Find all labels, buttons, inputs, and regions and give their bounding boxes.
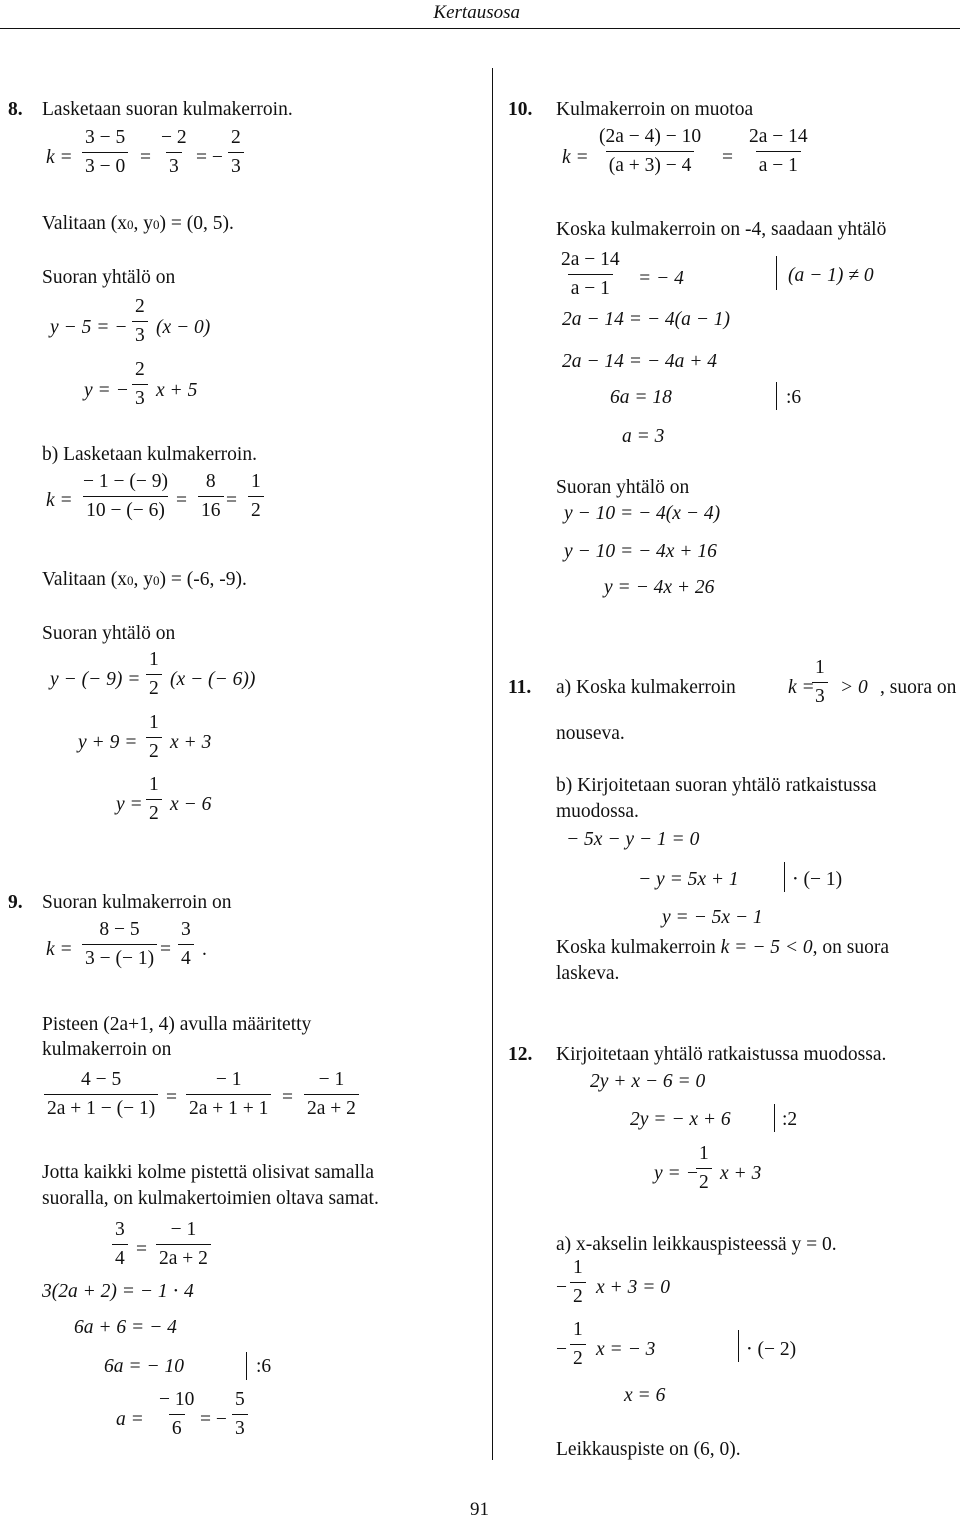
equals: =: [136, 1239, 147, 1260]
equation: y − (− 9) =: [50, 669, 141, 690]
equation: y = − 5x − 1: [662, 907, 763, 928]
problem-10-number: 10.: [508, 99, 533, 120]
operation-bar: [784, 862, 785, 892]
k-label: k =: [788, 677, 815, 698]
equation: y = − 4x + 26: [604, 577, 715, 598]
fraction: $\frac{3}{4}$: [112, 1220, 128, 1268]
equation: y − 10 = − 4(x − 4): [564, 503, 721, 524]
inequality: > 0: [840, 677, 868, 698]
equals: =: [176, 490, 187, 511]
page-header-title: Kertausosa: [433, 2, 520, 23]
k-label: k =: [46, 490, 73, 511]
operation-label: :2: [782, 1109, 798, 1130]
paragraph: kulmakerroin on: [42, 1039, 172, 1060]
problem-11-number: 11.: [508, 677, 532, 698]
fraction: $\frac{- 1}{2a + 1 + 1}$: [186, 1070, 271, 1118]
paragraph: suoralla, on kulmakertoimien oltava samat.: [42, 1188, 379, 1209]
part-b-intro: b) Lasketaan kulmakerroin.: [42, 444, 257, 465]
equation: x + 5: [156, 380, 198, 401]
fraction: $\frac{1}{2}$: [146, 713, 162, 761]
operation-label: ⋅ (− 1): [792, 869, 843, 890]
equation: x + 3 = 0: [596, 1277, 670, 1298]
equation: x − 6: [170, 794, 212, 815]
line-equation-title: Suoran yhtälö on: [42, 267, 176, 288]
operation-label: :6: [256, 1356, 272, 1377]
fraction: $\frac{1}{2}$: [146, 650, 162, 698]
fraction: $\frac{- 10}{6}$: [159, 1389, 195, 1439]
fraction: $\frac{1}{2}$: [570, 1258, 586, 1306]
operation-bar: [776, 256, 777, 290]
problem-10-intro: Kulmakerroin on muotoa: [556, 99, 754, 120]
choose-point-text: Valitaan (x0, y0) = (-6, -9).: [42, 569, 247, 590]
equation: x = 6: [624, 1385, 666, 1406]
equation: 6a = − 10: [104, 1356, 184, 1377]
equation: a = 3: [622, 426, 665, 447]
problem-12-intro: Kirjoitetaan yhtälö ratkaistussa muodossa.: [556, 1044, 887, 1065]
equals: = −: [196, 147, 223, 168]
equation: y = −: [84, 380, 129, 401]
fraction: $\frac{- 2}{3}$: [161, 127, 187, 177]
fraction: $\frac{2a - 14}{a - 1}$: [561, 249, 620, 299]
fraction: $\frac{- 1 - (- 9)}{10 - (- 6)}$: [83, 471, 168, 521]
minus-sign: −: [556, 1339, 567, 1360]
part-a-text: , suora on: [880, 677, 957, 698]
equation: 6a + 6 = − 4: [74, 1317, 177, 1338]
part-b-text: muodossa.: [556, 801, 639, 822]
equation: x + 3: [170, 732, 212, 753]
line-equation-title: Suoran yhtälö on: [42, 623, 176, 644]
equation: y − 10 = − 4x + 16: [564, 541, 717, 562]
equals: =: [140, 147, 151, 168]
equals: =: [226, 490, 237, 511]
answer-text: Leikkauspiste on (6, 0).: [556, 1439, 741, 1460]
fraction: $\frac{2}{3}$: [132, 297, 148, 345]
equation: − 5x − y − 1 = 0: [566, 829, 700, 850]
fraction: $\frac{2a - 14}{a - 1}$: [749, 126, 808, 176]
part-a-text: nouseva.: [556, 723, 625, 744]
fraction: $\frac{1}{3}$: [812, 658, 828, 706]
equation: (x − (− 6)): [170, 669, 256, 690]
equation: y − 5 = −: [50, 317, 128, 338]
k-label: k =: [46, 147, 73, 168]
fraction: $\frac{2}{3}$: [228, 128, 244, 176]
problem-12-number: 12.: [508, 1044, 533, 1065]
paragraph: laskeva.: [556, 963, 620, 984]
equals: =: [282, 1087, 293, 1108]
fraction: $\frac{8 - 5}{3 - (- 1)}$: [82, 920, 157, 968]
operation-bar: [738, 1330, 739, 1362]
problem-9-number: 9.: [8, 892, 23, 913]
line-equation-title: Suoran yhtälö on: [556, 477, 690, 498]
fraction: $\frac{1}{2}$: [570, 1320, 586, 1368]
paragraph: Jotta kaikki kolme pistettä olisivat samalla: [42, 1162, 374, 1183]
fraction: $\frac{(2a - 4) - 10}{(a + 3) - 4}$: [599, 126, 702, 176]
equation: y = −: [654, 1163, 699, 1184]
equation: a =: [116, 1409, 144, 1430]
operation-bar: [246, 1352, 247, 1380]
equation: 6a = 18: [610, 387, 672, 408]
equation: 2y = − x + 6: [630, 1109, 731, 1130]
paragraph: Pisteen (2a+1, 4) avulla määritetty: [42, 1014, 312, 1035]
operation-label: :6: [786, 387, 802, 408]
fraction: $\frac{- 1}{2a + 2}$: [304, 1070, 359, 1118]
fraction: $\frac{- 1}{2a + 2}$: [156, 1220, 211, 1268]
equation: 2a − 14 = − 4(a − 1): [562, 309, 730, 330]
fraction: $\frac{4 - 5}{2a + 1 - (- 1)}$: [44, 1070, 158, 1118]
equation: − y = 5x + 1: [638, 869, 739, 890]
equals: =: [160, 939, 171, 960]
equation: y + 9 =: [78, 732, 138, 753]
problem-8-intro: Lasketaan suoran kulmakerroin.: [42, 99, 293, 120]
fraction: $\frac{1}{2}$: [696, 1144, 712, 1192]
equals: =: [166, 1087, 177, 1108]
fraction: $\frac{3 - 5}{3 - 0}$: [82, 128, 128, 176]
choose-point-text: Valitaan (x0, y0) = (0, 5).: [42, 213, 234, 234]
fraction: $\frac{3}{4}$: [178, 920, 194, 968]
k-label: k =: [46, 939, 73, 960]
equation: 3(2a + 2) = − 1 ⋅ 4: [42, 1281, 194, 1302]
operation-bar: [774, 1104, 775, 1132]
fraction: $\frac{5}{3}$: [232, 1390, 248, 1438]
equation: x = − 3: [596, 1339, 656, 1360]
fraction: $\frac{2}{3}$: [132, 360, 148, 408]
equation: 2y + x − 6 = 0: [590, 1071, 706, 1092]
equation: (x − 0): [156, 317, 211, 338]
equals: = −: [200, 1409, 227, 1430]
operation-bar: [776, 382, 777, 410]
equals: =: [722, 147, 733, 168]
fraction: $\frac{1}{2}$: [146, 775, 162, 823]
fraction: $\frac{1}{2}$: [248, 472, 264, 520]
column-divider: [492, 68, 493, 1460]
equation: y =: [116, 794, 143, 815]
part-a-intro: a) x-akselin leikkauspisteessä y = 0.: [556, 1234, 837, 1255]
header-rule: [0, 28, 960, 29]
minus-sign: −: [556, 1277, 567, 1298]
condition: (a − 1) ≠ 0: [788, 265, 874, 286]
problem-9-intro: Suoran kulmakerroin on: [42, 892, 232, 913]
page-number: 91: [470, 1499, 489, 1520]
part-b-text: b) Kirjoitetaan suoran yhtälö ratkaistussa: [556, 775, 877, 796]
paragraph: Koska kulmakerroin k = − 5 < 0, on suora: [556, 937, 890, 958]
fraction: $\frac{8}{16}$: [198, 472, 224, 520]
part-a-text: a) Koska kulmakerroin: [556, 677, 736, 698]
equation: x + 3: [720, 1163, 762, 1184]
k-label: k =: [562, 147, 589, 168]
paragraph: Koska kulmakerroin on -4, saadaan yhtälö: [556, 219, 887, 240]
equation: 2a − 14 = − 4a + 4: [562, 351, 718, 372]
period: .: [202, 939, 207, 960]
operation-label: ⋅ (− 2): [746, 1339, 797, 1360]
problem-8-number: 8.: [8, 99, 23, 120]
equation: = − 4: [638, 268, 684, 289]
